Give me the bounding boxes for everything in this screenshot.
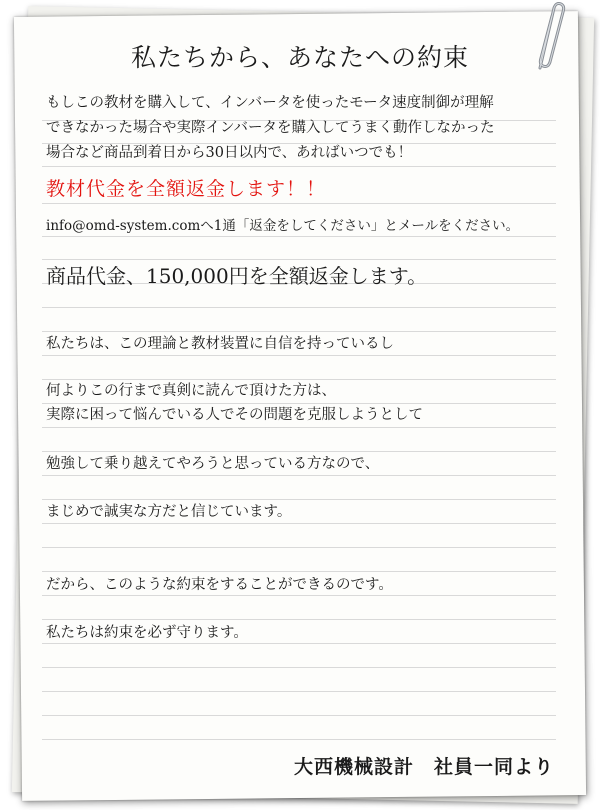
price-line: 商品代金、150,000円を全額返金します。 bbox=[46, 264, 428, 288]
rule-line bbox=[42, 166, 556, 167]
contact-line: info@omd-system.comへ1通「返金をしてください」とメールをください。 bbox=[46, 218, 520, 234]
rule-line bbox=[42, 667, 556, 668]
rule-line bbox=[42, 739, 556, 740]
rule-line bbox=[42, 547, 556, 548]
intro-line: できなかった場合や実際インバータを購入してうまく動作しなかった bbox=[46, 120, 495, 136]
rule-line bbox=[42, 259, 556, 260]
intro-line: 場合など商品到着日から30日以内で、あればいつでも！ bbox=[46, 145, 413, 161]
body-line: だから、このような約束をすることができるのです。 bbox=[46, 577, 393, 593]
body-line: 何よりこの行まで真剣に読んで頂けた方は、 bbox=[46, 383, 336, 399]
rule-line bbox=[42, 691, 556, 692]
body-line: 私たちは約束を必ず守ります。 bbox=[46, 625, 248, 641]
rule-line bbox=[42, 307, 556, 308]
body-line: 勉強して乗り越えてやろうと思っている方なので、 bbox=[46, 456, 380, 472]
signature: 大西機械設計 社員一同より bbox=[293, 756, 554, 778]
body-line: 私たちは、この理論と教材装置に自信を持っているし bbox=[46, 336, 394, 352]
intro-line: もしこの教材を購入して、インバータを使ったモータ速度制御が理解 bbox=[46, 95, 494, 111]
body-line: 実際に困って悩んでいる人でその問題を克服しようとして bbox=[46, 407, 423, 423]
refund-headline: 教材代金を全額返金します！！ bbox=[46, 178, 327, 200]
rule-line bbox=[42, 715, 556, 716]
body-line: まじめで誠実な方だと信じています。 bbox=[46, 504, 292, 520]
rule-line bbox=[42, 427, 556, 428]
rule-line bbox=[42, 619, 556, 620]
letter-title: 私たちから、あなたへの約束 bbox=[130, 43, 469, 72]
rule-line bbox=[42, 451, 556, 452]
rule-line bbox=[42, 331, 556, 332]
rule-line bbox=[42, 499, 556, 500]
rule-line bbox=[42, 571, 556, 572]
